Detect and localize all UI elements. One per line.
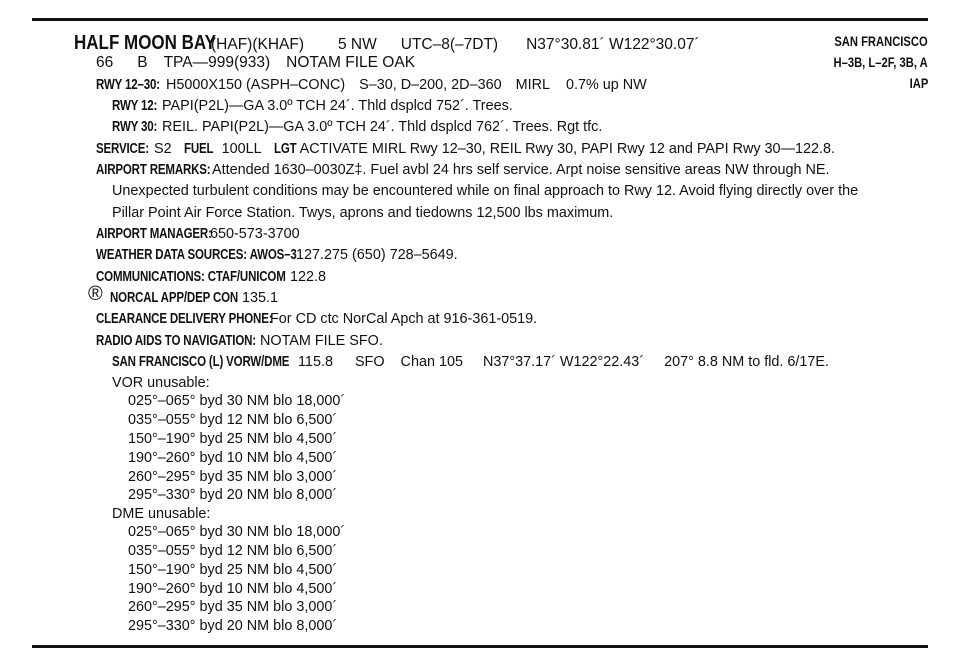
service-line [96, 140, 835, 158]
runway-dimensions: H5000X150 (ASPH–CONC) [166, 77, 346, 93]
rwy12-text: PAPI(P2L)—GA 3.0º TCH 24´. Thld dsplcd 752´. Trees. [162, 98, 513, 114]
vor-unusable-item: 150°–190° byd 25 NM blo 4,500´ [128, 431, 338, 447]
vor-unusable-item: 260°–295° byd 35 NM blo 3,000´ [128, 469, 338, 485]
radio-aids-label: RADIO AIDS TO NAVIGATION: [96, 333, 256, 349]
vor-frequency: 115.8 [298, 354, 333, 370]
vor-coordinates: N37°37.17´ W122°22.43´ [482, 354, 645, 370]
remarks-line-2: Unexpected turbulent conditions may be encountered while on final approach to Rwy 12. Avoid flying directly over the [112, 183, 859, 199]
runway-lights: MIRL [515, 77, 550, 93]
notam-file: NOTAM FILE OAK [286, 54, 416, 71]
clearance-line [96, 310, 537, 328]
dme-unusable-item: 035°–055° byd 12 NM blo 6,500´ [128, 543, 338, 559]
runway-strength: S–30, D–200, 2D–360 [359, 77, 502, 93]
runway-grade: 0.7% up NW [565, 77, 647, 93]
chart-references: H–3B, L–2F, 3B, A [833, 54, 928, 70]
dme-unusable-item: 295°–330° byd 20 NM blo 8,000´ [128, 618, 338, 634]
region-name: SAN FRANCISCO [834, 33, 928, 49]
vor-channel: Chan 105 [400, 354, 463, 370]
weather-text: 127.275 (650) 728–5649. [296, 247, 458, 263]
radio-aids-line [96, 332, 383, 350]
norcal-line [110, 289, 278, 307]
radio-aids-text: NOTAM FILE SFO. [260, 333, 383, 349]
service-label: SERVICE: [96, 141, 149, 157]
airport-coordinates: N37°30.81´ W122°30.07´ [526, 36, 700, 53]
airport-elevation: 66 [96, 54, 114, 71]
vor-unusable-item: 190°–260° byd 10 NM blo 4,500´ [128, 450, 338, 466]
lgt-label: LGT [273, 141, 297, 157]
remarks-label: AIRPORT REMARKS: [96, 162, 211, 178]
comms-line [96, 268, 326, 286]
vor-line [112, 353, 829, 371]
weather-label: WEATHER DATA SOURCES: AWOS–3 [96, 247, 297, 263]
top-rule [32, 18, 928, 21]
remarks-line-3: Pillar Point Air Force Station. Twys, aprons and tiedowns 12,500 lbs maximum. [112, 205, 614, 221]
clearance-text: For CD ctc NorCal Apch at 916-361-0519. [270, 311, 538, 327]
vor-label: SAN FRANCISCO (L) VORW/DME [112, 354, 290, 370]
clearance-label: CLEARANCE DELIVERY PHONE: [96, 311, 273, 327]
vor-unusable-item: 025°–065° byd 30 NM blo 18,000´ [128, 393, 346, 409]
vor-id: SFO [354, 354, 385, 370]
service-s: S2 [154, 141, 172, 157]
rwy30-line [112, 118, 602, 136]
bottom-rule [32, 645, 928, 648]
iap-reference: IAP [909, 75, 928, 91]
manager-line [96, 225, 300, 243]
manager-phone: 650-573-3700 [210, 226, 300, 242]
norcal-frequency: 135.1 [242, 290, 279, 306]
dme-unusable-item: 190°–260° byd 10 NM blo 4,500´ [128, 581, 338, 597]
dme-unusable-item: 025°–065° byd 30 NM blo 18,000´ [128, 524, 346, 540]
weather-line [96, 246, 458, 264]
airport-subheader [96, 53, 415, 73]
fuel-label: FUEL [183, 141, 214, 157]
airport-ids: (HAF)(KHAF) [211, 36, 304, 53]
airspace-class: B [137, 54, 148, 71]
rwy30-text: REIL. PAPI(P2L)—GA 3.0º TCH 24´. Thld dsplcd 762´. Trees. Rgt tfc. [162, 119, 603, 135]
runway-line [96, 76, 647, 94]
traffic-pattern-altitude: TPA—999(933) [163, 54, 271, 71]
vor-bearing: 207° 8.8 NM to fld. 6/17E. [664, 354, 830, 370]
dme-unusable-label: DME unusable: [112, 506, 211, 522]
airport-name: HALF MOON BAY [74, 32, 216, 54]
lgt-value: ACTIVATE MIRL Rwy 12–30, REIL Rwy 30, PAPI Rwy 12 and PAPI Rwy 30—122.8. [299, 141, 835, 157]
remarks-line-1 [96, 161, 830, 179]
vor-unusable-item: 295°–330° byd 20 NM blo 8,000´ [128, 487, 338, 503]
norcal-label: NORCAL APP/DEP CON [110, 290, 239, 306]
restricted-symbol: ® [88, 283, 103, 305]
fuel-value: 100LL [221, 141, 262, 157]
utc-offset: UTC–8(–7DT) [400, 36, 499, 53]
rwy30-label: RWY 30: [112, 119, 158, 135]
rwy12-label: RWY 12: [112, 98, 158, 114]
airport-distance: 5 NW [338, 36, 377, 53]
runway-label: RWY 12–30: [96, 77, 160, 93]
rwy12-line [112, 97, 513, 115]
remarks-text-1: Attended 1630–0030Z‡. Fuel avbl 24 hrs self service. Arpt noise sensitive areas NW through NE. [212, 162, 830, 178]
vor-unusable-label: VOR unusable: [112, 375, 210, 391]
comms-frequency: 122.8 [290, 269, 327, 285]
dme-unusable-item: 260°–295° byd 35 NM blo 3,000´ [128, 599, 338, 615]
dme-unusable-item: 150°–190° byd 25 NM blo 4,500´ [128, 562, 338, 578]
comms-label: COMMUNICATIONS: CTAF/UNICOM [96, 269, 286, 285]
manager-label: AIRPORT MANAGER: [96, 226, 212, 242]
vor-unusable-item: 035°–055° byd 12 NM blo 6,500´ [128, 412, 338, 428]
